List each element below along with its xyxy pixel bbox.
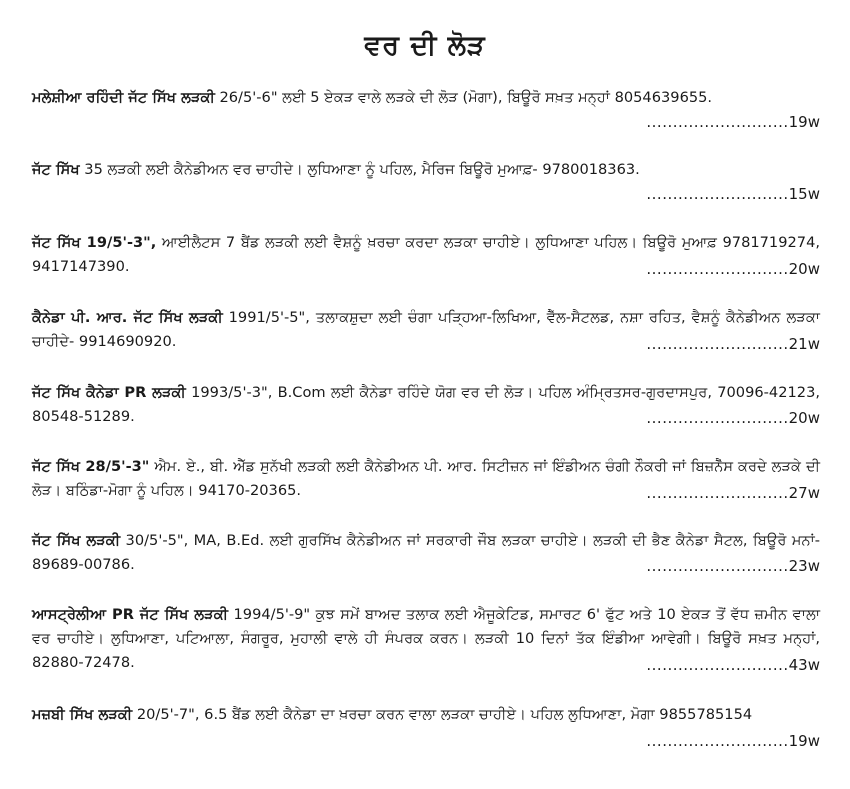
ad-dots: ........................... [646, 260, 789, 278]
ad-dots: ........................... [646, 557, 789, 575]
ad-body: 20/5'-7", 6.5 ਬੈਂਡ ਲਈ ਕੈਨੇਡਾ ਦਾ ਖ਼ਰਚਾ ਕਰਨ ਵਾਲਾ ਲੜਕਾ ਚਾਹੀਏ। ਪਹਿਲ ਲੁਧਿਆਣਾ, ਮੋਗਾ 9855785154 [132, 706, 753, 723]
ad-lead: ਕੈਨੇਡਾ ਪੀ. ਆਰ. ਜੱਟ ਸਿੱਖ ਲੜਕੀ [32, 309, 223, 326]
ad-code [646, 110, 820, 134]
ad-body: 35 ਲੜਕੀ ਲਈ ਕੈਨੇਡੀਅਨ ਵਰ ਚਾਹੀਦੇ। ਲੁਧਿਆਣਾ ਨੂੰ ਪਹਿਲ, ਮੈਰਿਜ ਬਿਊਰੋ ਮੁਆਫ਼- 9780018363. [79, 161, 640, 178]
ad-dots: ........................... [646, 335, 789, 353]
classified-ad-9 [32, 703, 820, 750]
ad-code [646, 554, 820, 578]
ad-body: 1991/5'-5", ਤਲਾਕਸ਼ੁਦਾ ਲਈ ਚੰਗਾ ਪੜ੍ਹਿਆ-ਲਿਖਿਆ, ਵੈੱਲ-ਸੈਟਲਡ, ਨਸ਼ਾ ਰਹਿਤ, ਵੈਸ਼ਨੂੰ ਕੈਨੇਡੀਅਨ ਲੜਕਾ ਚਾਹੀਦੇ- 9914690920. [32, 309, 820, 350]
ad-code-label: 43w [788, 656, 820, 674]
ad-code-label: 15w [788, 185, 820, 203]
ad-code-label: 21w [788, 335, 820, 353]
ad-body: 1994/5'-9" ਕੁਝ ਸਮੇਂ ਬਾਅਦ ਤਲਾਕ ਲਈ ਐਜੂਕੇਟਿਡ, ਸਮਾਰਟ 6' ਫੁੱਟ ਅਤੇ 10 ਏਕੜ ਤੋਂ ਵੱਧ ਜ਼ਮੀਨ ਵਾਲਾ ਵਰ ਚਾਹੀਏ। ਲੁਧਿਆਣਾ, ਪਟਿਆਲਾ, ਸੰਗਰੂਰ, ਮੁਹਾਲੀ ਵਾਲੇ ਹੀ ਸੰਪਰਕ ਕਰਨ। ਲੜਕੀ 10 ਦਿਨਾਂ ਤੱਕ ਇੰਡੀਆ ਆਵੇਗੀ। ਬਿਊਰੋ ਸਖ਼ਤ ਮਨ੍ਹਾਂ, 82880-72478. [32, 606, 820, 671]
ad-code-label: 19w [788, 732, 820, 750]
ad-body: 1993/5'-3", B.Com ਲਈ ਕੈਨੇਡਾ ਰਹਿੰਦੇ ਯੋਗ ਵਰ ਦੀ ਲੋੜ। ਪਹਿਲ ਅੰਮ੍ਰਿਤਸਰ-ਗੁਰਦਾਸਪੁਰ, 70096-42123, 80548-51289. [32, 384, 820, 425]
ad-dots: ........................... [646, 113, 789, 131]
ad-code [646, 406, 820, 430]
ad-code-label: 23w [788, 557, 820, 575]
ad-dots: ........................... [646, 484, 789, 502]
ad-dots: ........................... [646, 656, 789, 674]
ad-dots: ........................... [646, 185, 789, 203]
ad-code-label: 27w [788, 484, 820, 502]
ad-code [646, 481, 820, 505]
ad-dots: ........................... [646, 732, 789, 750]
ad-lead: ਮਜ਼ਬੀ ਸਿੱਖ ਲੜਕੀ [32, 706, 133, 723]
ad-code [646, 182, 820, 206]
ad-lead: ਜੱਟ ਸਿੱਖ [32, 161, 80, 178]
ad-lead: ਜੱਟ ਸਿੱਖ ਲੜਕੀ [32, 532, 121, 549]
ad-lead: ਜੱਟ ਸਿੱਖ ਕੈਨੇਡਾ PR ਲੜਕੀ [32, 384, 186, 401]
classified-ad-3 [32, 231, 820, 279]
classified-ad-8 [32, 603, 820, 675]
ad-code [646, 257, 820, 281]
ad-body: ਐਮ. ਏ., ਬੀ. ਐੱਡ ਸੁਨੱਖੀ ਲੜਕੀ ਲਈ ਕੈਨੇਡੀਅਨ ਪੀ. ਆਰ. ਸਿਟੀਜ਼ਨ ਜਾਂ ਇੰਡੀਅਨ ਚੰਗੀ ਨੌਕਰੀ ਜਾਂ ਬਿਜ਼ਨੈੱਸ ਕਰਦੇ ਲੜਕੇ ਦੀ ਲੋੜ। ਬਠਿੰਡਾ-ਮੋਗਾ ਨੂੰ ਪਹਿਲ। 94170-20365. [32, 458, 820, 499]
ad-body: 26/5'-6" ਲਈ 5 ਏਕੜ ਵਾਲੇ ਲੜਕੇ ਦੀ ਲੋੜ (ਮੋਗਾ), ਬਿਊਰੋ ਸਖ਼ਤ ਮਨ੍ਹਾਂ 8054639655. [214, 89, 713, 106]
page-title: ਵਰ ਦੀ ਲੋੜ [364, 30, 486, 61]
classified-ad-1 [32, 86, 820, 131]
ad-code [646, 653, 820, 677]
ad-lead: ਜੱਟ ਸਿੱਖ 19/5'-3", [32, 234, 157, 251]
ad-code-label: 19w [788, 113, 820, 131]
classified-ad-2 [32, 158, 820, 203]
ad-lead: ਆਸਟ੍ਰੇਲੀਆ PR ਜੱਟ ਸਿੱਖ ਲੜਕੀ [32, 606, 229, 623]
ad-body: 30/5'-5", MA, B.Ed. ਲਈ ਗੁਰਸਿੱਖ ਕੈਨੇਡੀਅਨ ਜਾਂ ਸਰਕਾਰੀ ਜੌਬ ਲੜਕਾ ਚਾਹੀਏ। ਲੜਕੀ ਦੀ ਭੈਣ ਕੈਨੇਡਾ ਸੈਟਲ, ਬਿਊਰੋ ਮਨਾਂ- 89689-00786. [32, 532, 820, 573]
ad-lead: ਮਲੇਸ਼ੀਆ ਰਹਿੰਦੀ ਜੱਟ ਸਿੱਖ ਲੜਕੀ [32, 89, 215, 106]
classified-ad-4 [32, 306, 820, 354]
ad-lead: ਜੱਟ ਸਿੱਖ 28/5'-3" [32, 458, 150, 475]
classified-ad-7 [32, 529, 820, 577]
classified-ad-6 [32, 455, 820, 503]
classified-ad-5 [32, 381, 820, 429]
ad-body: ਆਈਲੈਟਸ 7 ਬੈਂਡ ਲੜਕੀ ਲਈ ਵੈਸ਼ਨੂੰ ਖ਼ਰਚਾ ਕਰਦਾ ਲੜਕਾ ਚਾਹੀਏ। ਲੁਧਿਆਣਾ ਪਹਿਲ। ਬਿਊਰੋ ਮੁਆਫ਼ 9781719274, 9417147390. [32, 234, 821, 275]
ad-code [646, 729, 820, 753]
ad-code-label: 20w [788, 409, 820, 427]
ad-dots: ........................... [646, 409, 789, 427]
ad-code [646, 332, 820, 356]
ad-code-label: 20w [788, 260, 820, 278]
